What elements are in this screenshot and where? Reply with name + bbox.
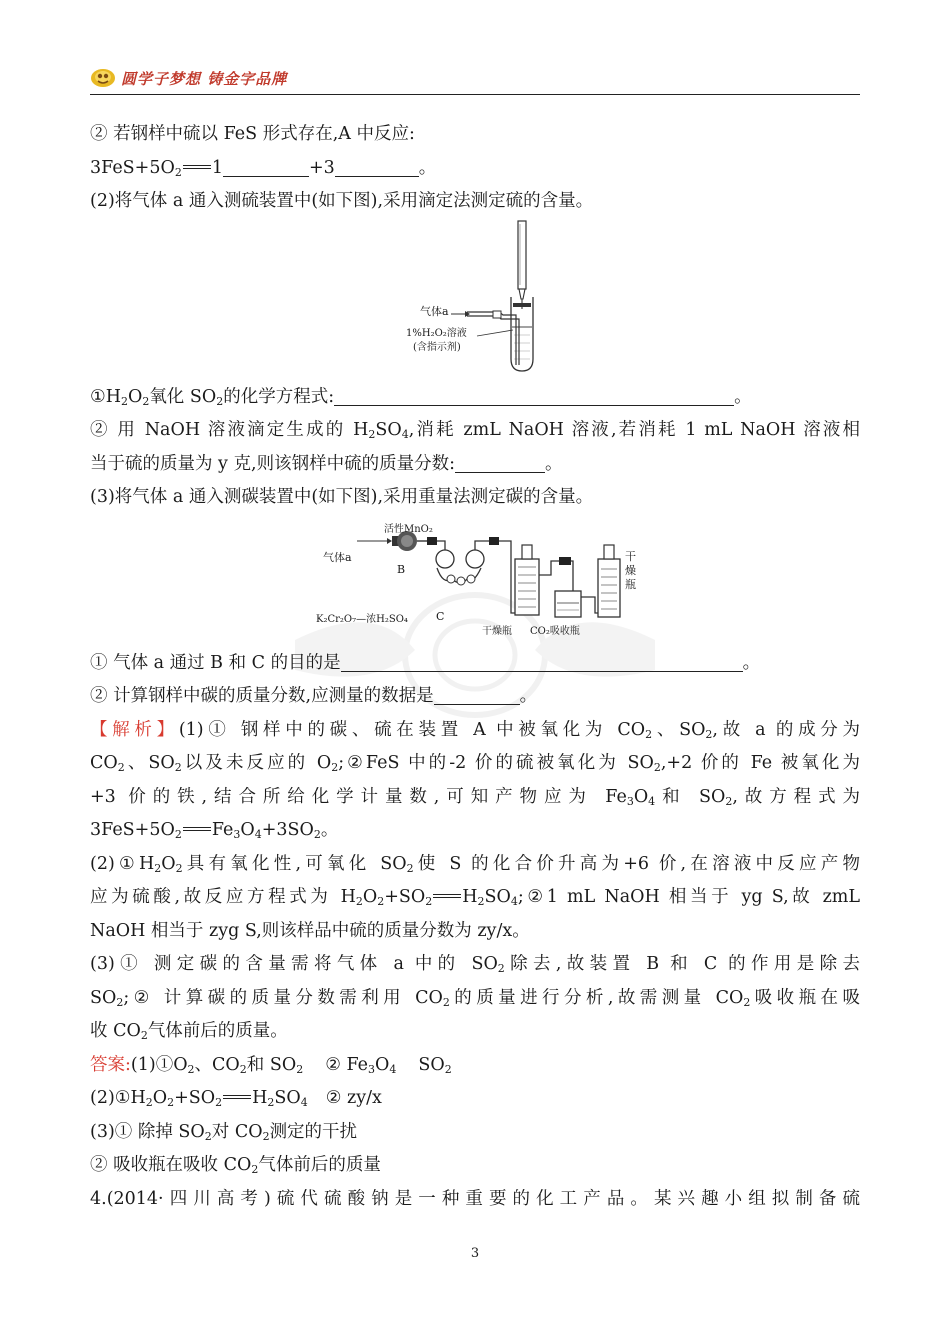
label-char: 干 (625, 549, 636, 563)
line-text: 使 S 的化合价升高为+6 价,在溶液中反应产物 (413, 853, 860, 874)
reaction-sign (183, 827, 211, 831)
subscript: 2 (477, 895, 485, 908)
reaction-sign (433, 894, 461, 898)
line-text: O (240, 820, 255, 840)
analysis-line (90, 714, 860, 748)
answer-blank[interactable] (223, 156, 309, 177)
line-text: ② zy/x (325, 1088, 382, 1108)
page-header (90, 62, 860, 95)
subscript: 2 (117, 761, 125, 774)
subscript: 2 (215, 1096, 223, 1109)
line-text: (3)将气体 a 通入测碳装置中(如下图),采用重量法测定碳的含量。 (90, 487, 594, 507)
subscript: 2 (140, 1029, 148, 1042)
text-line (90, 448, 860, 482)
answer-blank[interactable] (455, 452, 545, 473)
subscript: 2 (174, 828, 182, 841)
line-text: 对 CO (211, 1121, 263, 1142)
subscript: 3 (233, 828, 241, 841)
line-text: SO (90, 987, 117, 1008)
text-line (90, 481, 860, 515)
line-text: ② 若钢样中硫以 FeS 形式存在,A 中反应: (90, 124, 415, 144)
line-text: 。 (742, 652, 761, 673)
line-text: ,故方程式为 (732, 786, 860, 807)
line-text: H (252, 1088, 268, 1108)
line-text: (3)① 除掉 SO (90, 1121, 205, 1142)
line-text: ,+2 价的 Fe 被氧化为 (660, 753, 860, 773)
text-line (90, 118, 860, 152)
subscript: 2 (442, 995, 450, 1009)
line-text: 应为硫酸,故反应方程式为 H (90, 887, 356, 907)
line-text: ,故 a 的成分为 (712, 719, 860, 740)
subscript: 3 (368, 1062, 375, 1076)
subscript: 2 (251, 1163, 259, 1176)
line-text: 。 (320, 820, 339, 840)
subscript: 2 (116, 995, 124, 1009)
subscript: 2 (174, 761, 182, 774)
line-text: ,消耗 zmL NaOH 溶液,若消耗 1 mL NaOH 溶液相 (408, 420, 860, 440)
text-line (90, 647, 860, 681)
line-text: 1 (211, 157, 223, 178)
text-line (90, 381, 860, 415)
line-text: O (161, 853, 176, 874)
analysis-line (90, 747, 860, 781)
subscript: 2 (187, 1062, 195, 1076)
subscript: 2 (645, 727, 653, 741)
text-line (90, 680, 860, 714)
line-text: 气体前后的质量 (258, 1155, 381, 1175)
carbon-gravimetric-figure (90, 515, 860, 647)
gas-a-label: 气体a (323, 550, 352, 564)
subscript: 2 (239, 1062, 247, 1076)
line-text: 具有氧化性,可氧化 SO (182, 853, 407, 874)
subscript: 2 (204, 1129, 212, 1143)
subscript: 2 (497, 962, 505, 975)
line-text: (1)① 钢样中的碳、硫在装置 A 中被氧化为 CO (178, 719, 646, 740)
line-text: SO (375, 420, 402, 440)
subscript: 2 (174, 165, 182, 179)
subscript: 2 (167, 1096, 175, 1109)
subscript: 2 (216, 394, 224, 408)
document-body (90, 118, 860, 1216)
analysis-line (90, 781, 860, 815)
equation-line (90, 152, 860, 186)
analysis-line (90, 982, 860, 1016)
line-text: ;②FeS 中的-2 价的硫被氧化为 SO (338, 753, 654, 773)
subscript: 4 (389, 1062, 397, 1076)
line-text: 3FeS+5O (90, 157, 175, 178)
subscript: 4 (401, 428, 409, 441)
subscript: 2 (725, 794, 733, 808)
line-text: 4.(2014·四川高考)硫代硫酸钠是一种重要的化工产品。某兴趣小组拟制备硫 (90, 1188, 860, 1209)
line-text: ;②1 mL NaOH 相当于 yg S,故 zmL (517, 887, 860, 907)
c-label: C (436, 609, 445, 623)
absorption-apparatus (315, 515, 645, 645)
subscript: 2 (743, 995, 751, 1009)
answer-line (90, 1149, 860, 1183)
line-text: 测定的干扰 (269, 1121, 358, 1142)
subscript: 2 (406, 861, 414, 875)
line-text: O (152, 1088, 168, 1108)
line-text: ② 计算钢样中碳的质量分数,应测量的数据是 (90, 686, 434, 706)
analysis-line (90, 1015, 860, 1049)
line-text: 气体前后的质量。 (147, 1021, 288, 1041)
line-text: 3FeS+5O (90, 820, 175, 840)
page-number: 3 (470, 1246, 480, 1261)
subscript: 2 (705, 727, 713, 741)
subscript: 2 (313, 828, 321, 841)
line-text: CO (90, 753, 118, 773)
line-text: NaOH 相当于 zyg S,则该样品中硫的质量分数为 zy/x。 (90, 920, 530, 941)
line-text: (2)①H (90, 1088, 146, 1108)
subscript: 2 (296, 1062, 304, 1076)
reaction-condition (182, 154, 212, 186)
analysis-line (90, 814, 860, 848)
subscript: 2 (444, 1062, 452, 1076)
answer-blank[interactable] (434, 684, 520, 705)
subscript: 2 (120, 394, 128, 408)
line-text: 以及未反应的 O (181, 753, 332, 773)
mno2-label: 活性MnO₂ (384, 523, 433, 535)
subscript: 2 (145, 1096, 153, 1109)
subscript: 2 (355, 895, 363, 908)
line-text: 和 SO (246, 1054, 297, 1075)
line-text: H (462, 887, 478, 907)
line-text: O (362, 887, 378, 907)
sulfur-titration-figure (90, 219, 860, 381)
gas-a-label: 气体a (420, 304, 449, 318)
answer-blank[interactable] (341, 651, 743, 672)
line-text: Fe (211, 820, 234, 840)
line-text: ① 气体 a 通过 B 和 C 的目的是 (90, 652, 341, 673)
line-text: (2)①H (90, 853, 155, 874)
subscript: 2 (267, 1096, 275, 1109)
line-text: (3)① 测定碳的含量需将气体 a 中的 SO (90, 954, 498, 974)
answer-tag: 答案: (90, 1054, 131, 1075)
subscript: 4 (648, 794, 656, 808)
analysis-line (90, 848, 860, 882)
subscript: 2 (154, 861, 162, 875)
line-text: ①H (90, 386, 121, 407)
subscript: 4 (300, 1096, 308, 1109)
subscript: 2 (262, 1129, 270, 1143)
line-text: 的质量进行分析,故需测量 CO (449, 987, 744, 1008)
brand-slogan: 圆学子梦想 铸金字品牌 (121, 70, 288, 88)
analysis-tag: 【解析】 (90, 719, 179, 740)
text-line (90, 185, 860, 219)
line-text: 、SO (124, 753, 175, 773)
indicator-label: (含指示剂) (413, 341, 461, 353)
line-text: 吸收瓶在吸 (750, 987, 860, 1008)
answer-blank[interactable] (334, 385, 734, 406)
logo-icon (90, 64, 116, 90)
subscript: 2 (653, 761, 661, 774)
line-text: 。 (544, 453, 563, 474)
dry-bottle-vertical-label (625, 550, 637, 592)
line-text: 的化学方程式: (223, 386, 335, 407)
line-text: SO (484, 887, 511, 907)
line-text: 和 SO (655, 786, 726, 807)
line-text: 、SO (652, 719, 706, 740)
subscript: 3 (626, 794, 634, 808)
line-text: 。 (519, 686, 538, 706)
subscript: 2 (331, 761, 339, 774)
reagent-label: K₂Cr₂O₇—浓H₂SO₄ (316, 613, 408, 625)
line-text: 。 (418, 157, 437, 178)
co2-bottle-label: CO₂吸收瓶 (530, 625, 580, 637)
subscript: 2 (142, 394, 150, 408)
subscript: 2 (377, 895, 385, 908)
line-text: O (127, 386, 143, 407)
line-text: +SO (174, 1088, 216, 1108)
h2o2-solution-label: 1%H₂O₂溶液 (406, 327, 467, 339)
line-text: SO (274, 1088, 301, 1108)
analysis-line (90, 948, 860, 982)
line-text: O (633, 786, 649, 807)
b-label: B (397, 562, 406, 576)
line-text: ;② 计算碳的质量分数需利用 CO (123, 987, 443, 1008)
subscript: 4 (510, 895, 518, 908)
dry-bottle-label: 干燥瓶 (482, 625, 512, 637)
reaction-sign (183, 165, 211, 169)
subscript: 2 (175, 861, 183, 875)
line-text: ② 吸收瓶在吸收 CO (90, 1155, 252, 1175)
subscript: 4 (254, 828, 262, 841)
line-text: 氧化 SO (149, 386, 217, 407)
line-text: 、CO (194, 1054, 240, 1075)
question-line (90, 1183, 860, 1217)
line-text: (1)①O (130, 1054, 188, 1075)
line-text: +3SO (261, 820, 314, 840)
analysis-line (90, 881, 860, 915)
analysis-line (90, 915, 860, 949)
answer-line (90, 1049, 860, 1083)
line-text: +SO (384, 887, 426, 907)
line-text: ② Fe (325, 1054, 368, 1075)
text-line (90, 414, 860, 448)
titration-apparatus (415, 219, 545, 379)
line-text: ② 用 NaOH 溶液滴定生成的 H (90, 420, 369, 440)
answer-blank[interactable] (335, 156, 419, 177)
line-text: (2)将气体 a 通入测硫装置中(如下图),采用滴定法测定硫的含量。 (90, 191, 594, 211)
line-text: 。 (734, 386, 752, 407)
line-text: +3 价的铁,结合所给化学计量数,可知产物应为 Fe (90, 786, 627, 807)
line-text: SO (418, 1054, 445, 1075)
answer-line (90, 1116, 860, 1150)
reaction-sign (223, 1095, 251, 1099)
line-text: O (375, 1054, 390, 1075)
label-char: 瓶 (625, 577, 636, 591)
subscript: 2 (425, 895, 433, 908)
line-text: +3 (308, 157, 335, 178)
line-text: 除去,故装置 B 和 C 的作用是除去 (504, 954, 860, 974)
answer-line (90, 1082, 860, 1116)
line-text: 当于硫的质量为 y 克,则该钢样中硫的质量分数: (90, 453, 455, 474)
subscript: 2 (368, 428, 376, 441)
label-char: 燥 (625, 563, 636, 577)
line-text: 收 CO (90, 1021, 141, 1041)
